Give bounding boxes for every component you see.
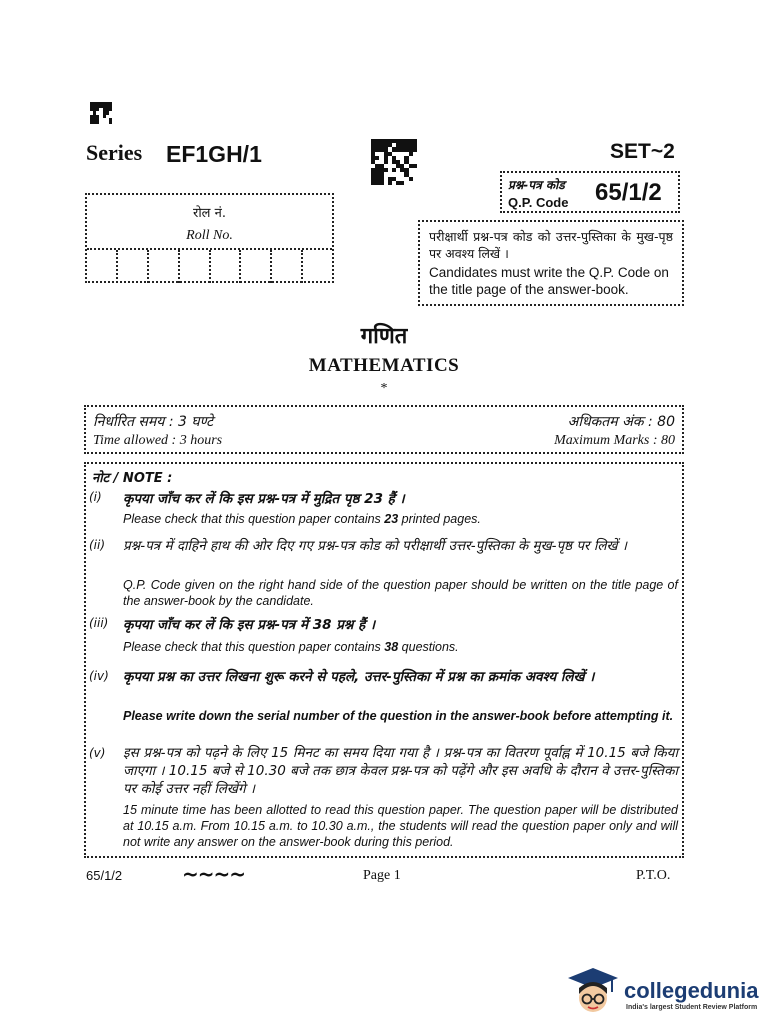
brand-tagline: India's largest Student Review Platform <box>626 1004 758 1011</box>
roll-number-cell[interactable] <box>149 250 180 283</box>
note-number: (iv) <box>89 669 109 683</box>
footer-tilde: ~~~~ <box>182 862 246 886</box>
max-marks: Maximum Marks : 80 <box>554 433 675 448</box>
time-allowed-hindi: निर्धारित समय : 3 घण्टे <box>93 414 214 430</box>
note-hindi: प्रश्न-पत्र में दाहिने हाथ की ओर दिए गए प्रश्न-पत्र कोड को परीक्षार्थी उत्तर-पुस्तिका के मुख-पृष्ठ पर लिखें । <box>123 538 627 554</box>
roll-number-cell[interactable] <box>118 250 149 283</box>
max-marks-hindi: अधिकतम अंक : 80 <box>567 414 675 430</box>
roll-number-cell[interactable] <box>180 250 211 283</box>
note-english: Please write down the serial number of the question in the answer-book before attempting it. <box>123 709 674 723</box>
instruction-hindi: परीक्षार्थी प्रश्न-पत्र कोड को उत्तर-पुस्तिका के मुख-पृष्ठ पर अवश्य लिखें । <box>429 229 673 261</box>
roll-number-cell[interactable] <box>241 250 272 283</box>
note-english: Please check that this question paper contains 38 questions. <box>123 640 459 654</box>
instruction-english: Candidates must write the Q.P. Code on the title page of the answer-book. <box>429 265 669 297</box>
note-hindi: कृपया प्रश्न का उत्तर लिखना शुरू करने से पहले, उत्तर-पुस्तिका में प्रश्न का क्रमांक अवश्य लिखें । <box>123 669 595 685</box>
roll-label: Roll No. <box>186 228 233 243</box>
qp-code-box <box>500 171 680 213</box>
note-english: 15 minute time has been allotted to read this question paper. The question paper will be distributed at 10.15 a.m. From 10.15 a.m. to 10.30 a.m., the students will read the question paper only and will not write any answer on the answer-book during this period. <box>123 803 678 849</box>
note-number: (ii) <box>89 538 106 552</box>
qr-code <box>371 139 417 185</box>
set-label: SET~2 <box>610 140 675 163</box>
footer-qp-code: 65/1/2 <box>86 868 123 883</box>
note-number: (iii) <box>89 616 109 630</box>
roll-number-cell[interactable] <box>303 250 332 283</box>
note-english: Please check that this question paper contains 23 printed pages. <box>123 512 481 526</box>
roll-label-hindi: रोल नं. <box>193 206 226 221</box>
subject-title-hindi: गणित <box>360 324 408 349</box>
collegedunia-logo-icon <box>566 964 620 1018</box>
qp-code-value: 65/1/2 <box>595 179 662 206</box>
small-qr-code <box>90 102 112 124</box>
qp-code-hindi-label: प्रश्न-पत्र कोड <box>508 178 565 192</box>
subject-title: MATHEMATICS <box>308 355 460 376</box>
qp-code-label: Q.P. Code <box>508 195 569 210</box>
roll-number-box <box>85 193 334 283</box>
note-english: Q.P. Code given on the right hand side of the question paper should be written on the title page of the answer-book by the candidate. <box>123 578 678 608</box>
pto-label: P.T.O. <box>636 868 671 883</box>
note-hindi: इस प्रश्न-पत्र को पढ़ने के लिए 15 मिनट का समय दिया गया है । प्रश्न-पत्र का वितरण पूर्वाह्न में 10.15 बजे किया जाएगा । 10.15 बजे से 10.30 बजे तक छात्र केवल प्रश्न-पत्र को पढ़ेंगे और इस अवधि के दौरान वे उत्तर-पुस्तिका पर कोई उत्तर नहीं लिखेंगे । <box>123 745 678 797</box>
notes-box <box>84 462 684 858</box>
roll-number-cell[interactable] <box>87 250 118 283</box>
time-allowed: Time allowed : 3 hours <box>93 433 223 448</box>
series-code: EF1GH/1 <box>166 141 262 167</box>
title-star: * <box>380 381 388 396</box>
notes-heading: नोट / NOTE : <box>92 471 173 486</box>
note-hindi: कृपया जाँच कर लें कि इस प्रश्न-पत्र में मुद्रित पृष्ठ 23 हैं । <box>123 491 405 507</box>
note-number: (v) <box>89 746 106 760</box>
page-number: Page 1 <box>363 868 401 883</box>
time-marks-box <box>84 405 684 454</box>
roll-number-cell[interactable] <box>272 250 303 283</box>
note-hindi: कृपया जाँच कर लें कि इस प्रश्न-पत्र में 38 प्रश्न हैं । <box>123 617 376 633</box>
roll-number-cells[interactable] <box>87 248 332 283</box>
brand-name: collegedunia <box>624 978 759 1003</box>
series-label: Series <box>86 140 143 165</box>
candidate-instruction-box <box>418 220 684 306</box>
roll-number-cell[interactable] <box>211 250 242 283</box>
note-number: (i) <box>89 490 102 504</box>
